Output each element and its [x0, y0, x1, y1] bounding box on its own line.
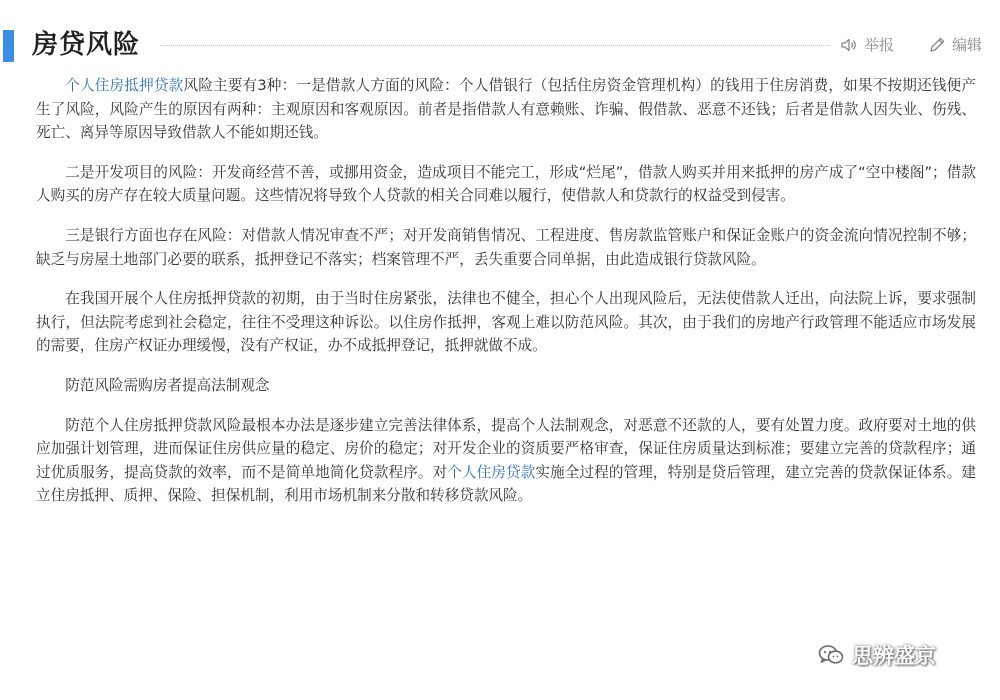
- watermark: [818, 640, 936, 670]
- title-divider: [160, 45, 830, 46]
- pencil-icon: [928, 36, 946, 54]
- paragraph-project-risk: 二是开发项目的风险：开发商经营不善，或挪用资金，造成项目不能完工，形成“烂尾”，借款人购买并用来抵押的房产成了“空中楼阁”；借款人购买的房产存在较大质量问题。这些情况将导致个人贷款的相关合同难以履行，使借款人和贷款行的权益受到侵害。: [36, 163, 976, 205]
- wechat-icon: [818, 644, 844, 666]
- mortgage-loan-link[interactable]: 个人住房抵押贷款: [65, 77, 184, 94]
- paragraph-prevention: [36, 414, 976, 508]
- edit-label: 编辑: [952, 36, 983, 54]
- paragraph-text: 防范个人住房抵押贷款风险最根本办法是逐步建立完善法律体系，提高个人法制观念，对恶意不还款的人，要有处置力度。政府要对土地的供应加强计划管理，进而保证住房供应量的稳定、房价的稳定；对开发企业的资质要严格审查，保证住房质量达到标准；要建立完善的贷款程序；通过优质服务，提高贷款的效率，而不是简单地简化贷款程序。对: [36, 416, 976, 481]
- speaker-icon: [840, 36, 858, 54]
- housing-loan-link[interactable]: 个人住房贷款: [447, 463, 536, 481]
- section-header: [0, 26, 1000, 66]
- paragraph-text: 实施全过程的管理，特别是贷后管理，建立完善的贷款保证体系。建立住房抵押、质押、保险、担保机制，利用市场机制来分散和转移贷款风险。: [36, 463, 976, 505]
- paragraph-bank-risk: 三是银行方面也存在风险：对借款人情况审查不严；对开发商销售情况、工程进度、售房款监管账户和保证金账户的资金流向情况控制不够；缺乏与房屋土地部门必要的联系，抵押登记不落实；档案管理不严，丢失重要合同单据，由此造成银行贷款风险。: [36, 226, 976, 268]
- watermark-text: 思辨盛京: [852, 644, 936, 668]
- paragraph-text: 风险主要有3种：一是借款人方面的风险：个人借银行（包括住房资金管理机构）的钱用于住房消费，如果不按期还钱便产生了风险，风险产生的原因有两种：主观原因和客观原因。前者是指借款人有意赖账、诈骗、假借款、恶意不还钱；后者是借款人因失业、伤残、死亡、离异等原因导致借款人不能如期还钱。: [36, 77, 976, 142]
- paragraph-early-stage: 在我国开展个人住房抵押贷款的初期，由于当时住房紧张，法律也不健全，担心个人出现风险后，无法使借款人迁出，向法院上诉，要求强制执行，但法院考虑到社会稳定，往往不受理这种诉讼。以住房作抵押，客观上难以防范风险。其次，由于我们的房地产行政管理不能适应市场发展的需要，住房产权证办理缓慢，没有产权证，办不成抵押登记，抵押就做不成。: [36, 290, 976, 355]
- report-label: 举报: [864, 36, 895, 54]
- article-body: [36, 74, 976, 524]
- edit-button[interactable]: [928, 34, 982, 55]
- page-title: 房贷风险: [32, 30, 141, 60]
- paragraph-risk-types: [36, 74, 976, 145]
- report-button[interactable]: [840, 34, 894, 55]
- title-accent-bar: [3, 30, 14, 62]
- subheading: 防范风险需购房者提高法制观念: [65, 376, 270, 394]
